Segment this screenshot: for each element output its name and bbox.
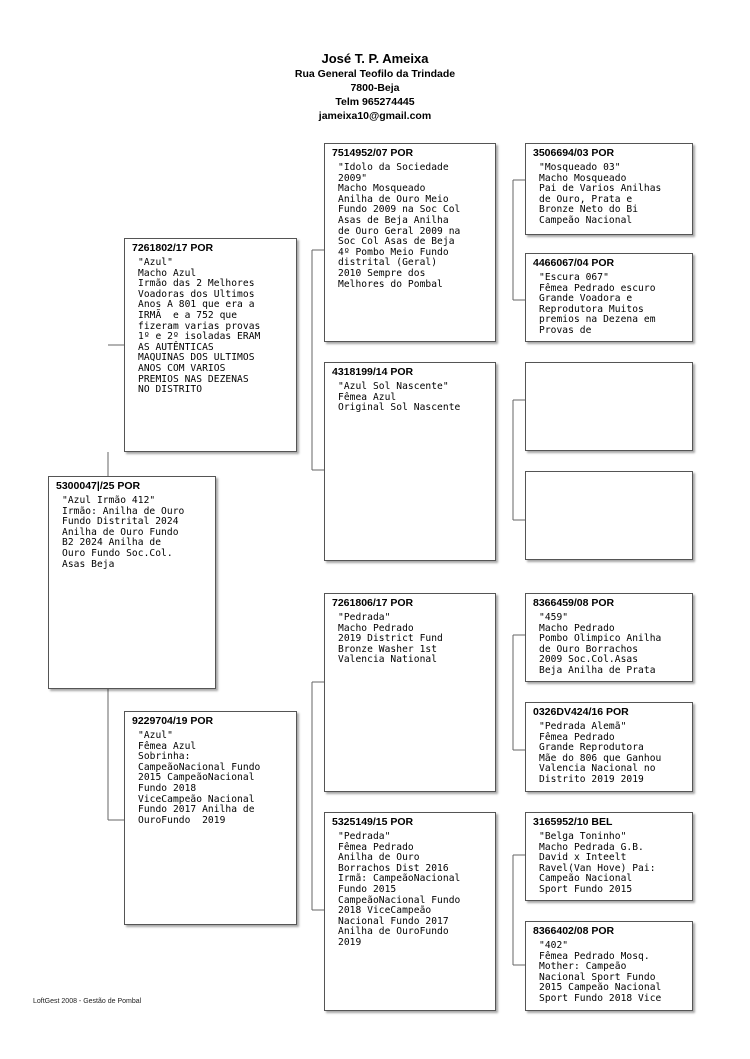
sire-sire-sire-details: "Mosqueado 03" Macho Mosqueado Pai de Varios Anilhas de Ouro, Prata e Bronze Neto do Bi Campeão Nacional (539, 162, 662, 226)
subject-details: "Azul Irmão 412" Irmão: Anilha de Ouro Fundo Distrital 2024 Anilha de Ouro Fundo B2 2024 Anilha de Ouro Fundo Soc.Col. Asas Beja (62, 495, 185, 570)
sire-sire-ring-number: 7514952/07 POR (332, 147, 414, 159)
dam-dam-dam-details: "402" Fêmea Pedrado Mosq. Mother: Campeão Nacional Sport Fundo 2015 Campeão Nacional Sport Fundo 2018 Vice (539, 940, 662, 1004)
sire-sire-card[interactable] (324, 143, 496, 342)
sire-dam-dam-details (526, 475, 692, 479)
sire-ring-number: 7261802/17 POR (132, 242, 214, 254)
sire-sire-details: "Idolo da Sociedade 2009" Macho Mosqueado Anilha de Ouro Meio Fundo 2009 na Soc Col Asas de Beja Anilha de Ouro Geral 2009 na Soc Col Asas de Beja 4º Pombo Meio Fundo distrital (Geral) 2010 Sempre dos Melhores do Pombal (338, 162, 461, 290)
dam-details: "Azul" Fêmea Azul Sobrinha: CampeãoNacional Fundo 2015 CampeãoNacional Fundo 2018 ViceCampeão Nacional Fundo 2017 Anilha de OuroFundo 2019 (138, 730, 261, 826)
dam-sire-sire-ring-number: 8366459/08 POR (533, 597, 615, 609)
sire-card[interactable] (124, 238, 297, 452)
dam-sire-sire-card[interactable] (525, 593, 693, 682)
subject-pigeon-card[interactable] (48, 476, 216, 689)
sire-dam-details: "Azul Sol Nascente" Fêmea Azul Original Sol Nascente (338, 381, 461, 414)
dam-dam-sire-card[interactable] (525, 812, 693, 901)
subject-ring-number: 5300047|/25 POR (56, 480, 141, 492)
dam-sire-details: "Pedrada" Macho Pedrado 2019 District Fund Bronze Washer 1st Valencia National (338, 612, 443, 666)
sire-dam-dam-card[interactable] (525, 471, 693, 560)
sire-dam-sire-card[interactable] (525, 362, 693, 451)
sire-dam-card[interactable] (324, 362, 496, 561)
breeder-email: jameixa10@gmail.com (318, 110, 432, 122)
sire-details: "Azul" Macho Azul Irmão das 2 Melhores Voadoras dos Ultimos Anos A 801 que era a IRMÃ e a 752 que fizeram varias provas 1º e 2º isoladas ERAM AS AUTÊNTICAS MAQUINAS DOS ULTIMOS ANOS COM VARIOS PREMIOS NAS DEZENAS NO DISTRITO (138, 257, 261, 396)
dam-sire-ring-number: 7261806/17 POR (332, 597, 414, 609)
dam-dam-ring-number: 5325149/15 POR (332, 816, 414, 828)
dam-dam-details: "Pedrada" Fêmea Pedrado Anilha de Ouro Borrachos Dist 2016 Irmã: CampeãoNacional Fundo 2015 CampeãoNacional Fundo 2018 ViceCampeão Nacional Fundo 2017 Anilha de OuroFundo 2019 (338, 831, 461, 948)
breeder-name: José T. P. Ameixa (321, 51, 429, 66)
dam-dam-card[interactable] (324, 812, 496, 1011)
sire-sire-dam-card[interactable] (525, 253, 693, 342)
sire-dam-ring-number: 4318199/14 POR (332, 366, 414, 378)
dam-sire-dam-details: "Pedrada Alemã" Fêmea Pedrado Grande Reprodutora Mãe do 806 que Ganhou Valencia Nacional no Distrito 2019 2019 (539, 721, 662, 785)
dam-ring-number: 9229704/19 POR (132, 715, 214, 727)
footer-credit: LoftGest 2008 - Gestão de Pombal (33, 998, 142, 1005)
dam-dam-dam-ring-number: 8366402/08 POR (533, 925, 615, 937)
sire-sire-sire-card[interactable] (525, 143, 693, 235)
dam-dam-sire-details: "Belga Toninho" Macho Pedrada G.B. David x Inteelt Ravel(Van Hove) Pai: Campeão Nacional Sport Fundo 2015 (539, 831, 656, 895)
dam-sire-card[interactable] (324, 593, 496, 792)
dam-card[interactable] (124, 711, 297, 925)
breeder-phone: Telm 965274445 (335, 96, 415, 108)
sire-sire-dam-details: "Escura 067" Fêmea Pedrado escuro Grande Voadora e Reprodutora Muitos premios na Dezena em Provas de (539, 272, 656, 336)
breeder-address: Rua General Teofilo da Trindade (294, 68, 456, 80)
sire-sire-sire-ring-number: 3506694/03 POR (533, 147, 615, 159)
dam-sire-dam-ring-number: 0326DV424/16 POR (533, 706, 629, 718)
dam-dam-sire-ring-number: 3165952/10 BEL (533, 816, 613, 828)
sire-dam-sire-details (526, 366, 692, 370)
dam-sire-dam-card[interactable] (525, 702, 693, 792)
dam-dam-dam-card[interactable] (525, 921, 693, 1011)
breeder-postal-code: 7800-Beja (350, 82, 400, 94)
sire-sire-dam-ring-number: 4466067/04 POR (533, 257, 615, 269)
dam-sire-sire-details: "459" Macho Pedrado Pombo Olimpico Anilha de Ouro Borrachos 2009 Soc.Col.Asas Beja Anilha de Prata (539, 612, 662, 676)
